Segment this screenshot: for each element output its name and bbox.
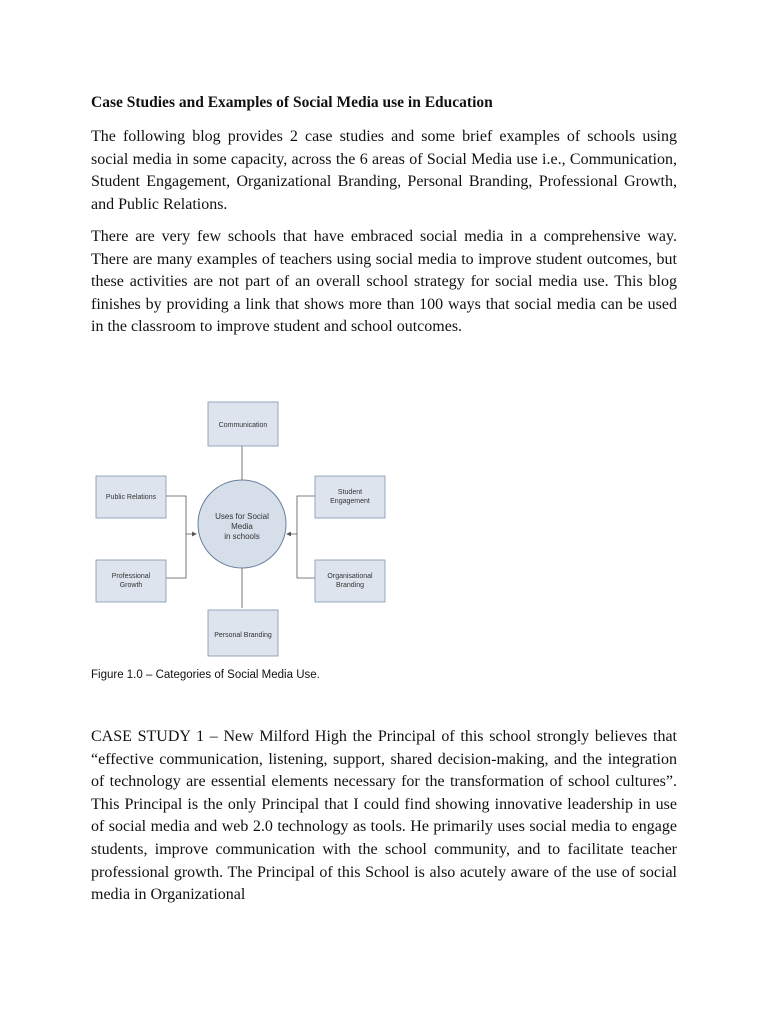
figure-caption: Figure 1.0 – Categories of Social Media Use. [91, 669, 320, 681]
box-student-engagement-label-line2: Engagement [330, 498, 370, 505]
box-professional-growth [96, 560, 166, 602]
box-personal-branding-label: Personal Branding [214, 632, 272, 639]
box-organisational-branding [315, 560, 385, 602]
box-personal-branding [208, 610, 278, 656]
center-label-line2: Media [231, 522, 253, 531]
box-public-relations [96, 476, 166, 518]
connector-public-relations [166, 496, 196, 534]
box-organisational-branding-label-line1: Organisational [327, 573, 373, 580]
social-media-uses-diagram [92, 398, 392, 660]
connector-professional-growth [166, 534, 186, 578]
connector-organisational-branding [297, 534, 315, 578]
intro-paragraph: The following blog provides 2 case studies and some brief examples of schools using social media in some capacity, across the 6 areas of Social Media use i.e., Communication, Student Engagement, Organizational Branding, Personal Branding, Professional Growth, and Public Relations. [91, 128, 677, 213]
center-label-line1: Uses for Social [215, 512, 269, 521]
center-circle [198, 480, 286, 568]
box-student-engagement-label-line1: Student [337, 489, 363, 496]
box-organisational-branding-label-line2: Branding [335, 582, 365, 589]
context-paragraph: There are very few schools that have embraced social media in a comprehensive way. There are many examples of teachers using social media to improve student outcomes, but these activities are not part of an overall school strategy for social media use. This blog finishes by providing a link that shows more than 100 ways that social media can be used in the classroom to improve student and school outcomes. [91, 228, 677, 336]
box-student-engagement [315, 476, 385, 518]
box-professional-growth-label-line2: Growth [119, 582, 143, 589]
box-public-relations-label: Public Relations [105, 494, 157, 501]
document-heading: Case Studies and Examples of Social Media use in Education [91, 94, 493, 111]
box-professional-growth-label-line1: Professional [111, 573, 151, 580]
connector-student-engagement [287, 496, 315, 534]
box-communication [208, 402, 278, 446]
box-communication-label: Communication [218, 422, 268, 429]
center-label-line3: in schools [224, 532, 260, 541]
case-study-paragraph: CASE STUDY 1 – New Milford High the Principal of this school strongly believes that “effective communication, listening, support, shared decision-making, and the integration of technology are essential elements necessary for the transformation of school cultures”. This Principal is the only Principal that I could find showing innovative leadership in use of social media and web 2.0 technology as tools. He primarily uses social media to engage students, improve communication with the school community, and to facilitate teacher professional growth. The Principal of this School is also acutely aware of the use of social media in Organizational [91, 728, 677, 904]
